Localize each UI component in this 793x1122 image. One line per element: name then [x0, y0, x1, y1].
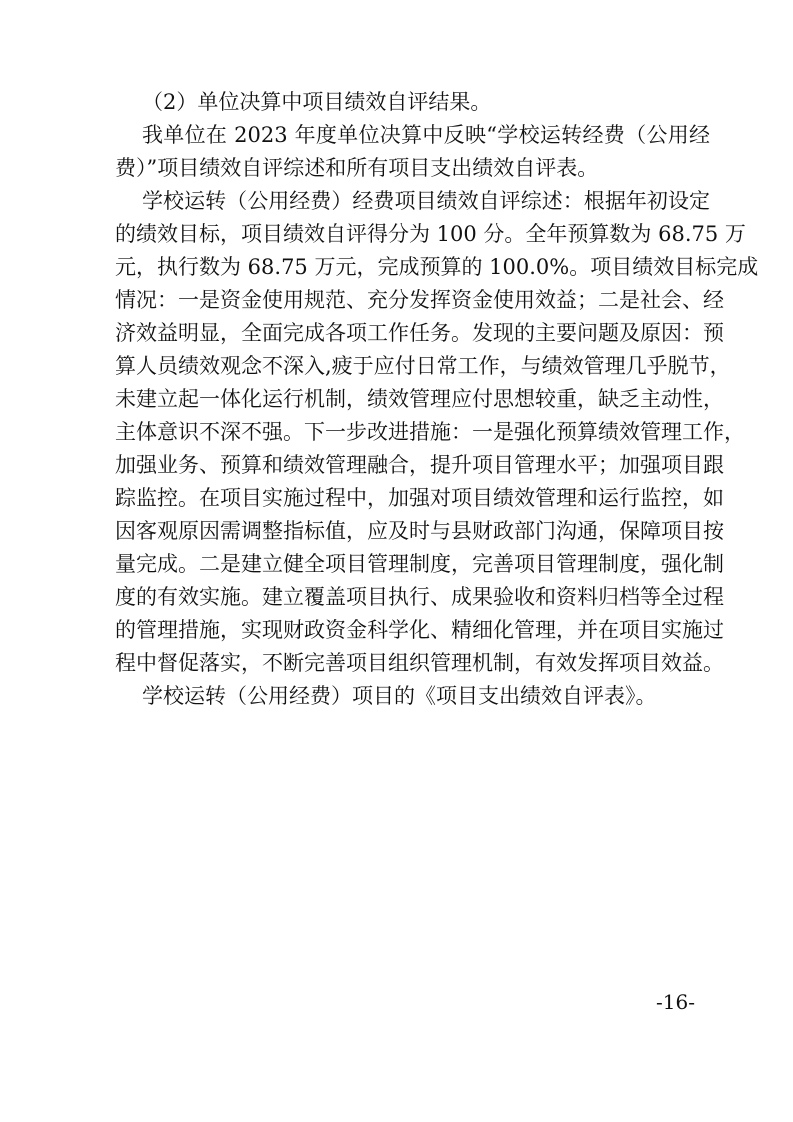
- paragraph-line: 度的有效实施。建立覆盖项目执行、成果验收和资料归档等全过程: [115, 585, 724, 609]
- paragraph-line: 我单位在 2023 年度单位决算中反映“学校运转经费（公用经: [142, 123, 710, 147]
- section-heading: （2）单位决算中项目绩效自评结果。: [142, 90, 492, 114]
- paragraph-line: 费）”项目绩效自评综述和所有项目支出绩效自评表。: [115, 156, 599, 180]
- paragraph-line: 程中督促落实，不断完善项目组织管理机制，有效发挥项目效益。: [115, 651, 724, 675]
- paragraph-line: 元，执行数为 68.75 万元，完成预算的 100.0%。项目绩效目标完成: [115, 255, 759, 279]
- paragraph-line: 加强业务、预算和绩效管理融合，提升项目管理水平；加强项目跟: [115, 453, 724, 477]
- paragraph-line: 的管理措施，实现财政资金科学化、精细化管理，并在项目实施过: [115, 618, 724, 642]
- paragraph-line: 未建立起一体化运行机制，绩效管理应付思想较重，缺乏主动性，: [115, 387, 724, 411]
- paragraph-line: 主体意识不深不强。下一步改进措施：一是强化预算绩效管理工作，: [115, 420, 745, 444]
- paragraph-line: 情况：一是资金使用规范、充分发挥资金使用效益；二是社会、经: [115, 288, 724, 312]
- paragraph-line: 因客观原因需调整指标值，应及时与县财政部门沟通，保障项目按: [115, 519, 724, 543]
- paragraph-line: 济效益明显，全面完成各项工作任务。发现的主要问题及原因：预: [115, 321, 724, 345]
- paragraph-line: 算人员绩效观念不深入,疲于应付日常工作，与绩效管理几乎脱节，: [115, 354, 731, 378]
- paragraph-line: 量完成。二是建立健全项目管理制度，完善项目管理制度，强化制: [115, 552, 724, 576]
- paragraph-line: 学校运转（公用经费）经费项目绩效自评综述：根据年初设定: [142, 189, 710, 213]
- page-number: -16-: [656, 990, 695, 1014]
- document-body: [115, 86, 759, 713]
- paragraph-line: 学校运转（公用经费）项目的《项目支出绩效自评表》。: [142, 684, 657, 708]
- paragraph-line: 踪监控。在项目实施过程中，加强对项目绩效管理和运行监控，如: [115, 486, 724, 510]
- paragraph-line: 的绩效目标，项目绩效自评得分为 100 分。全年预算数为 68.75 万: [115, 222, 746, 246]
